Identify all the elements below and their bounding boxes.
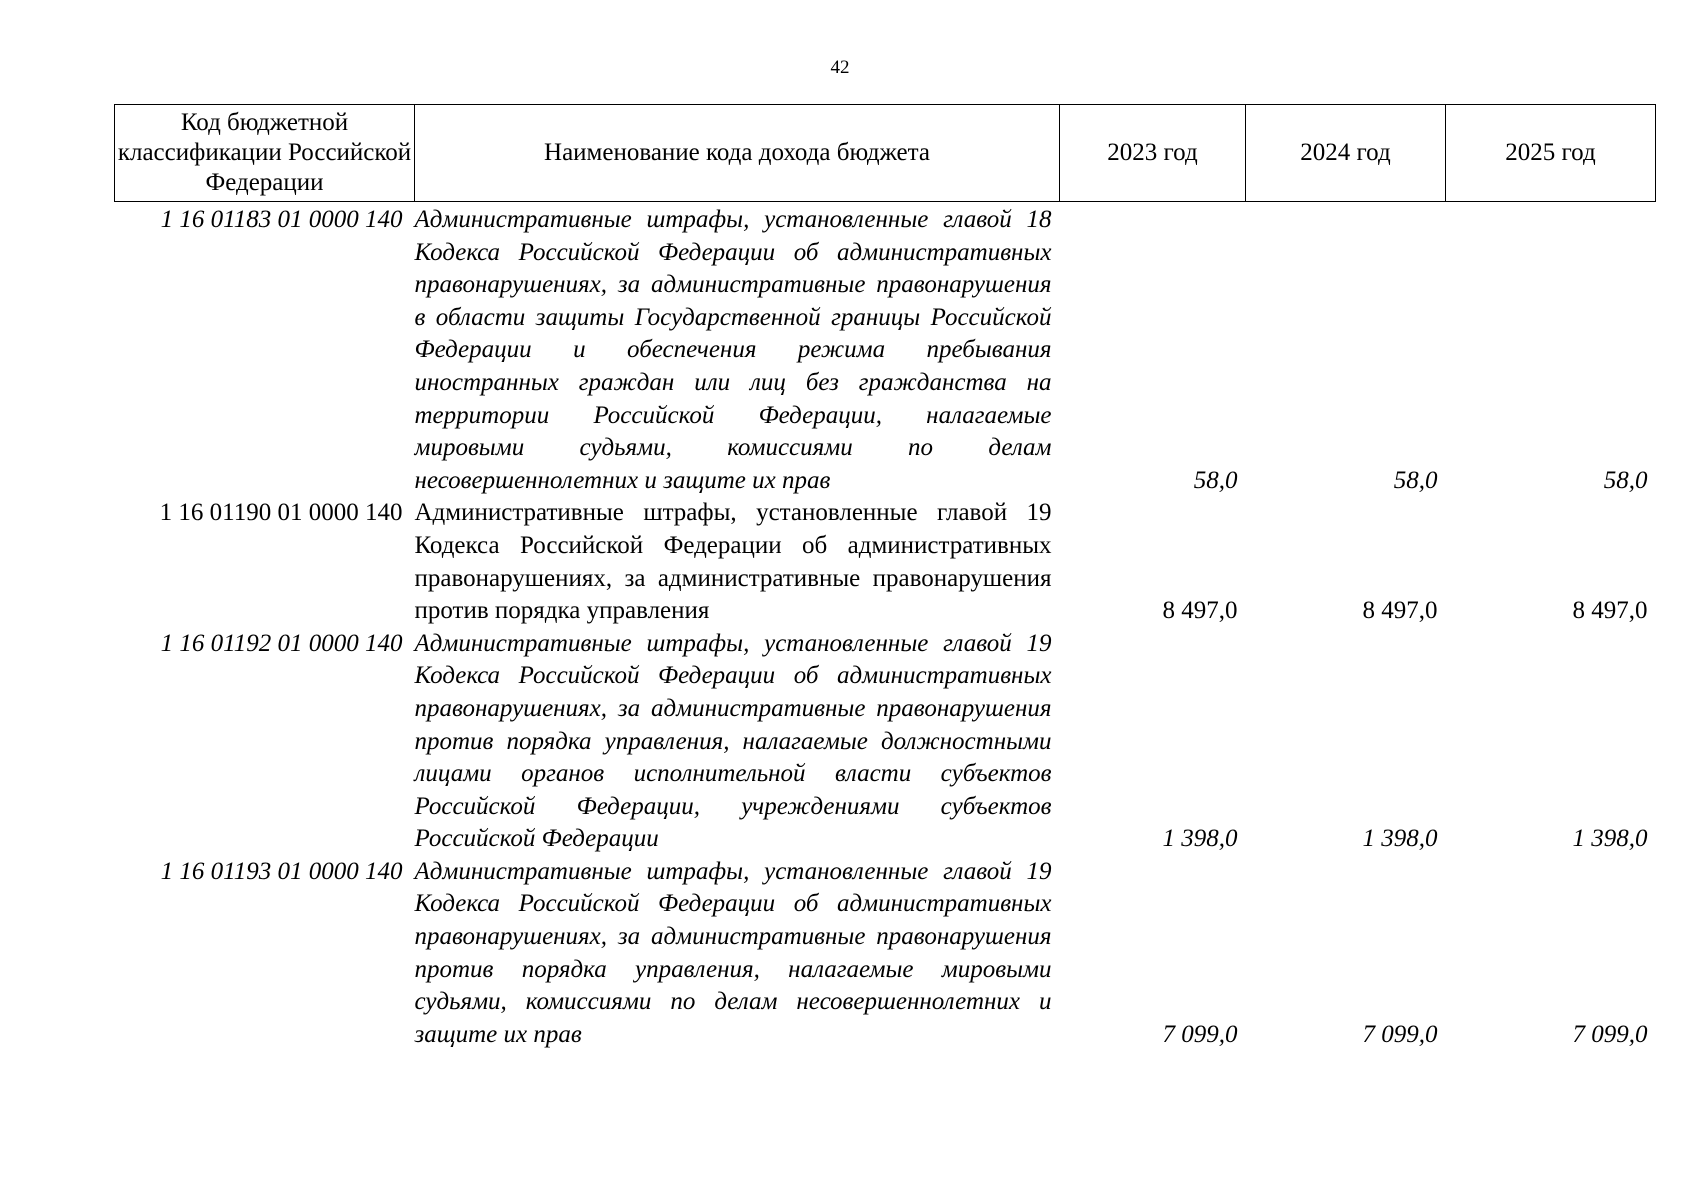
table-row: [115, 497, 1656, 627]
row-amount-2023: 8 497,0: [1162, 597, 1238, 625]
header-year-2025: 2025 год: [1446, 105, 1656, 202]
row-name: Административные штрафы, установленные главой 19 Кодекса Российской Федерации об административных правонарушениях, за административные правонарушения против порядка управления, налагаемые должностными лицами органов исполнительной власти субъектов Российской Федерации, учреждениями субъектов Российской Федерации: [414, 629, 1052, 853]
table-row: [115, 202, 1656, 498]
row-amount-2024: 1 398,0: [1362, 825, 1438, 853]
table-row: [115, 628, 1656, 856]
row-code: 1 16 01183 01 0000 140: [160, 206, 403, 233]
row-name: Административные штрафы, установленные главой 19 Кодекса Российской Федерации об административных правонарушениях, за административные правонарушения против порядка управления: [414, 499, 1052, 625]
row-amount-2024: 58,0: [1393, 466, 1438, 494]
row-amount-2025: 1 398,0: [1572, 825, 1648, 853]
row-name: Административные штрафы, установленные главой 18 Кодекса Российской Федерации об административных правонарушениях, за административные правонарушения в области защиты Государственной границы Российской Федерации и обеспечения режима пребывания иностранных граждан или лиц без гражданства на территории Российской Федерации, налагаемые мировыми судьями, комиссиями по делам несовершеннолетних и защите их прав: [414, 206, 1052, 494]
page-number: 42: [830, 57, 850, 78]
row-amount-2024: 7 099,0: [1362, 1020, 1438, 1048]
header-name: Наименование кода дохода бюджета: [415, 105, 1060, 202]
row-amount-2023: 1 398,0: [1162, 825, 1238, 853]
row-code: 1 16 01193 01 0000 140: [160, 857, 403, 885]
row-name: Административные штрафы, установленные главой 19 Кодекса Российской Федерации об административных правонарушениях, за административные правонарушения против порядка управления, налагаемые мировыми судьями, комиссиями по делам несовершеннолетних и защите их прав: [414, 857, 1052, 1048]
row-amount-2024: 8 497,0: [1362, 597, 1438, 625]
row-amount-2023: 58,0: [1193, 466, 1238, 494]
header-code: Код бюджетной классификации Российской Федерации: [115, 105, 415, 202]
row-code: 1 16 01192 01 0000 140: [160, 629, 403, 657]
table-header-row: [115, 105, 1656, 202]
row-code: 1 16 01190 01 0000 140: [159, 499, 403, 527]
row-amount-2025: 8 497,0: [1572, 597, 1648, 625]
row-amount-2023: 7 099,0: [1162, 1020, 1238, 1048]
table-row: [115, 856, 1656, 1052]
header-year-2023: 2023 год: [1060, 105, 1246, 202]
header-year-2024: 2024 год: [1246, 105, 1446, 202]
row-amount-2025: 7 099,0: [1572, 1020, 1648, 1048]
budget-revenue-table: [114, 104, 1656, 1051]
row-amount-2025: 58,0: [1603, 466, 1648, 494]
